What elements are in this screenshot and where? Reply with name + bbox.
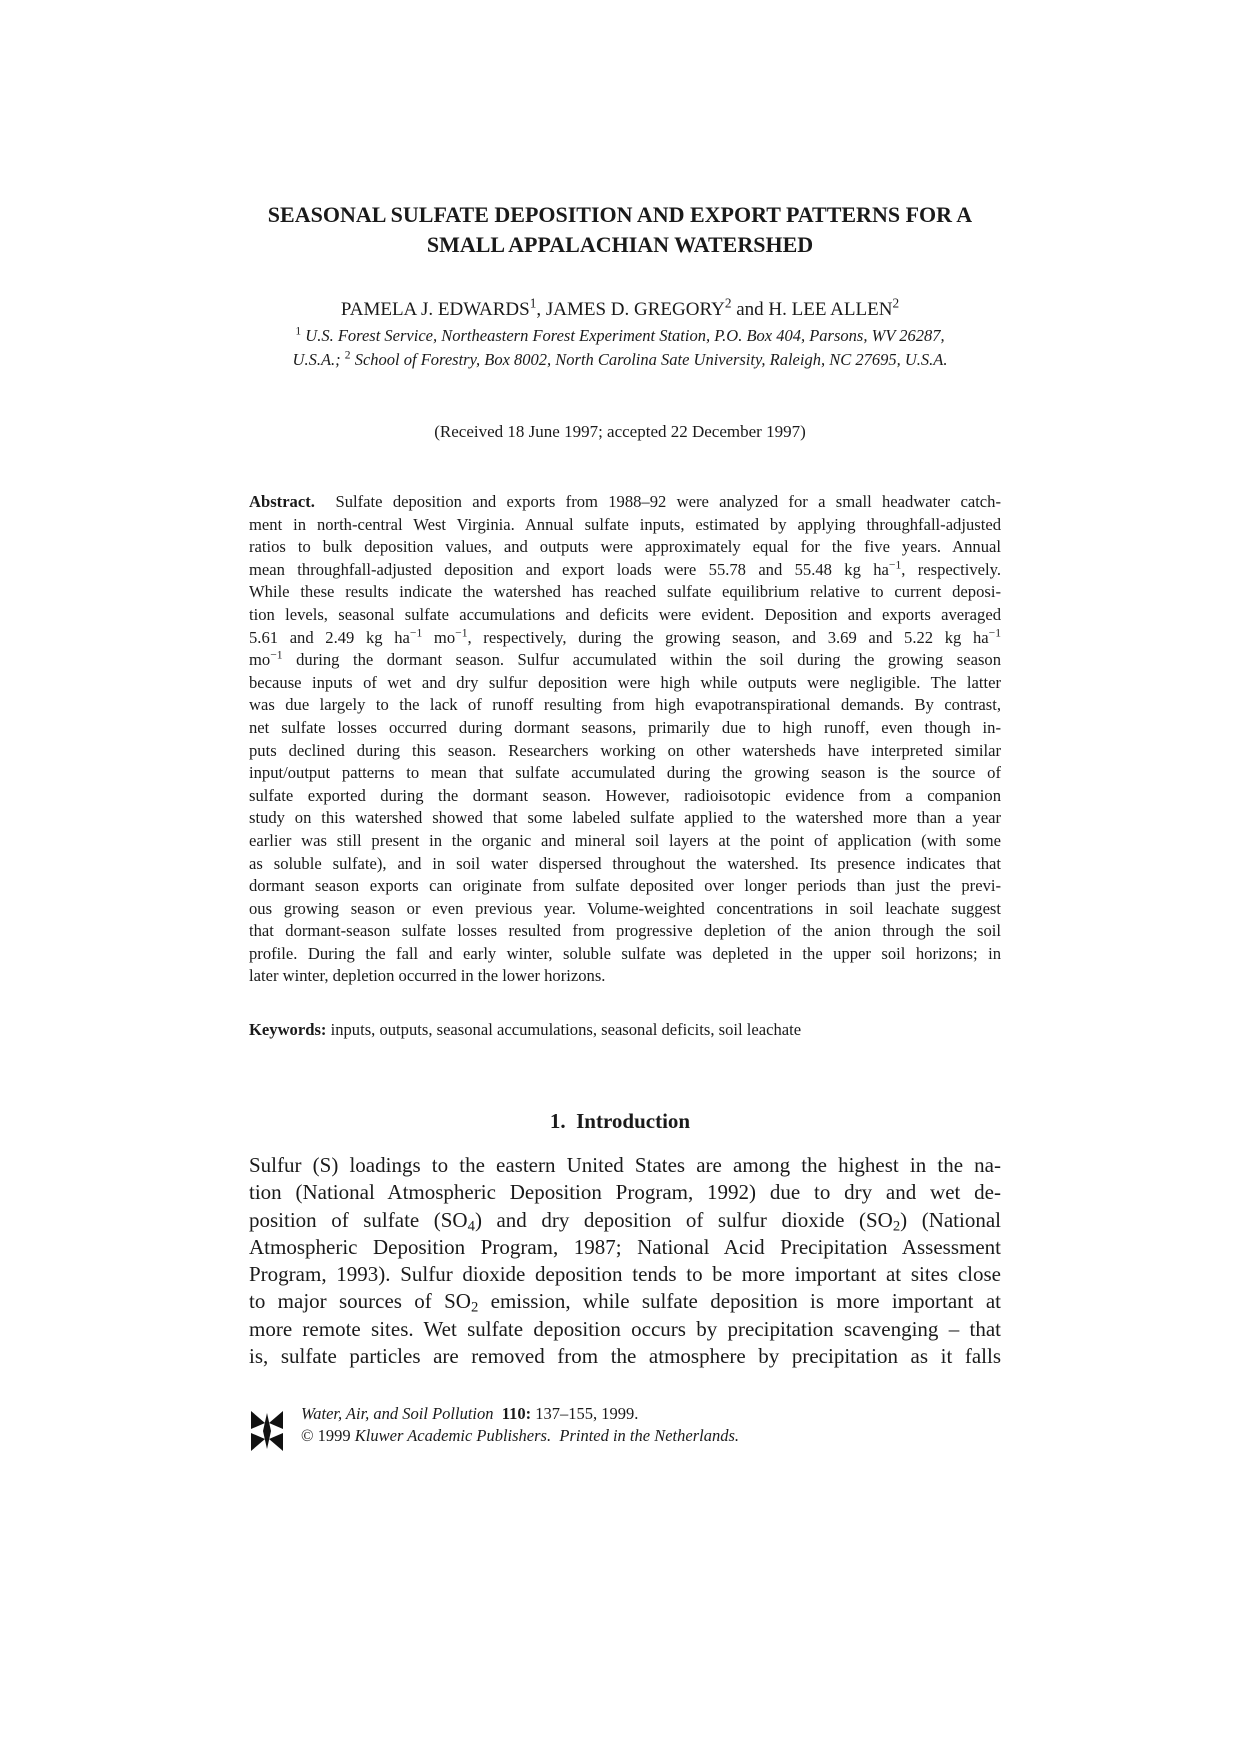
intro-text: emission, while sulfate deposition is more important at (478, 1289, 1001, 1314)
affil-2-text: School of Forestry, Box 8002, North Carolina Sate University, Raleigh, NC 27695, U.S.A. (350, 350, 948, 369)
author-1-affil-mark: 1 (529, 295, 537, 311)
abstract-line: earlier was still present in the organic and mineral soil layers at the point of application (with some (249, 830, 1001, 850)
affil-1-mark: 1 (295, 325, 302, 338)
keywords-list: inputs, outputs, seasonal accumulations, seasonal deficits, soil leachate (326, 1020, 802, 1039)
affiliations (240, 324, 1000, 372)
copyright-line (301, 1425, 739, 1447)
intro-line: more remote sites. Wet sulfate deposition occurs by precipitation scavenging – that (249, 1316, 1001, 1341)
abstract-line: because inputs of wet and dry sulfur deposition were high while outputs were negligible. The latter (249, 672, 1001, 692)
abstract-line: input/output patterns to mean that sulfate accumulated during the growing season is the source of (249, 763, 1001, 783)
subscript: 2 (470, 1300, 479, 1317)
affiliation-2 (240, 348, 1000, 372)
affil-1-text: U.S. Forest Service, Northeastern Forest Experiment Station, P.O. Box 404, Parsons, WV 26287, (301, 326, 945, 345)
abstract-text: mo (249, 650, 271, 670)
abstract-line: dormant season exports can originate from sulfate deposited over longer periods than just the previ- (249, 876, 1001, 896)
journal-name: Water, Air, and Soil Pollution (301, 1404, 494, 1423)
intro-line: is, sulfate particles are removed from the atmosphere by precipitation as it falls (249, 1344, 1001, 1369)
abstract-line: ment in north-central West Virginia. Annual sulfate inputs, estimated by applying throughfall-adjusted (249, 514, 1001, 534)
abstract-line: puts declined during this season. Researchers working on other watersheds have interpreted similar (249, 740, 1001, 760)
intro-text: position of sulfate (SO (249, 1207, 468, 1232)
intro-text: to major sources of SO (249, 1289, 471, 1314)
superscript: −1 (888, 558, 902, 572)
abstract-line: study on this watershed showed that some labeled sulfate applied to the watershed more than a year (249, 808, 1001, 828)
abstract-text: mo (422, 627, 456, 647)
author-separator-and: and (731, 299, 769, 320)
abstract-line: as soluble sulfate), and in soil water dispersed throughout the watershed. Its presence indicates that (249, 853, 1001, 873)
footer-text (301, 1403, 739, 1447)
intro-line: tion (National Atmospheric Deposition Program, 1992) due to dry and wet de- (249, 1180, 1001, 1205)
received-dates: (Received 18 June 1997; accepted 22 December 1997) (434, 422, 806, 441)
journal-volume: 110: (501, 1404, 532, 1423)
author-3: H. LEE ALLEN (768, 299, 893, 320)
abstract (249, 491, 1001, 988)
abstract-label: Abstract. (249, 492, 315, 511)
abstract-line: While these results indicate the watershed has reached sulfate equilibrium relative to current deposi- (249, 582, 1001, 602)
copyright-symbol: © (301, 1426, 314, 1445)
abstract-line (249, 627, 1001, 650)
keywords-label: Keywords: (249, 1020, 327, 1039)
abstract-line (249, 649, 1001, 672)
publisher-name: Kluwer Academic Publishers. (354, 1426, 552, 1445)
abstract-text: mean throughfall-adjusted deposition and export loads were 55.78 and 55.48 kg ha (249, 559, 889, 579)
abstract-text: Sulfate deposition and exports from 1988–92 were analyzed for a small headwater catch- (335, 492, 1001, 511)
citation-line (301, 1403, 739, 1425)
intro-text: ) (National (900, 1207, 1002, 1232)
abstract-text: 5.61 and 2.49 kg ha (249, 627, 410, 647)
abstract-text: , respectively, during the growing season, and 3.69 and 5.22 kg ha (467, 627, 989, 647)
abstract-line (249, 491, 1001, 514)
author-1: PAMELA J. EDWARDS (340, 299, 530, 320)
keywords (249, 1019, 1001, 1041)
intro-line: Atmospheric Deposition Program, 1987; National Acid Precipitation Assessment (249, 1234, 1001, 1259)
section-heading (220, 1107, 1020, 1135)
intro-line: Sulfur (S) loadings to the eastern United States are among the highest in the na- (249, 1153, 1001, 1177)
intro-line (249, 1288, 1001, 1315)
affil-1-country: U.S.A.; (292, 350, 345, 369)
superscript: −1 (409, 626, 423, 640)
affiliation-1 (240, 324, 1000, 348)
abstract-line: sulfate exported during the dormant season. However, radioisotopic evidence from a companion (249, 785, 1001, 805)
author-3-affil-mark: 2 (892, 295, 900, 311)
abstract-line: net sulfate losses occurred during dormant seasons, primarily due to high runoff, even though in- (249, 717, 1001, 737)
abstract-line: was due largely to the lack of runoff resulting from high evapotranspirational demands. By contrast, (249, 695, 1001, 715)
intro-line: Program, 1993). Sulfur dioxide deposition tends to be more important at sites close (249, 1262, 1001, 1287)
author-separator: , (536, 299, 546, 320)
affil-2-mark: 2 (344, 349, 351, 362)
superscript: −1 (455, 626, 468, 640)
journal-pages: 137–155, 1999. (531, 1404, 639, 1423)
printed-in: Printed in the Netherlands. (559, 1426, 740, 1445)
author-list (220, 295, 1020, 322)
abstract-line: ratios to bulk deposition values, and outputs were approximately equal for the five years. Annual (249, 537, 1001, 557)
title-line-1: SEASONAL SULFATE DEPOSITION AND EXPORT PATTERNS FOR A (267, 202, 973, 227)
author-2: JAMES D. GREGORY (545, 299, 725, 320)
superscript: −1 (988, 626, 1001, 640)
superscript: −1 (270, 649, 283, 662)
author-2-affil-mark: 2 (724, 295, 732, 311)
section-title: Introduction (576, 1109, 691, 1133)
abstract-line: ous growing season or even previous year. Volume-weighted concentrations in soil leachate suggest (249, 898, 1001, 918)
subscript: 4 (467, 1218, 475, 1235)
abstract-line: profile. During the fall and early winter, soluble sulfate was depleted in the upper soil horizons; in (249, 943, 1001, 963)
abstract-text: , respectively. (901, 559, 1001, 579)
abstract-line: that dormant-season sulfate losses resulted from progressive depletion of the anion through the soil (249, 921, 1001, 941)
title-line-2: SMALL APPALACHIAN WATERSHED (426, 232, 814, 257)
publisher-logo-icon (249, 1409, 285, 1453)
subscript: 2 (892, 1218, 901, 1235)
intro-line (249, 1207, 1001, 1234)
introduction-body (249, 1152, 1001, 1370)
section-number: 1. (549, 1109, 566, 1133)
paper-title (220, 200, 1020, 260)
abstract-line: later winter, depletion occurred in the lower horizons. (249, 966, 606, 986)
abstract-line (249, 559, 1001, 582)
journal-footer (249, 1403, 849, 1463)
abstract-line: tion levels, seasonal sulfate accumulations and deficits were evident. Deposition and exports averaged (249, 604, 1001, 624)
copyright-year: 1999 (313, 1426, 355, 1445)
abstract-text: during the dormant season. Sulfur accumulated within the soil during the growing season (282, 650, 1001, 670)
intro-text: ) and dry deposition of sulfur dioxide (SO (474, 1207, 893, 1232)
